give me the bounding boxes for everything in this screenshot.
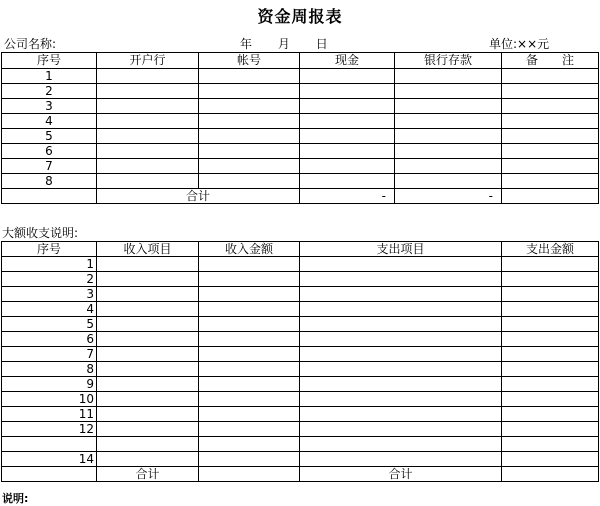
- income-amount-cell[interactable]: [199, 407, 300, 422]
- row-index: 7: [2, 159, 97, 174]
- accounts-total-label: 合计: [97, 189, 300, 204]
- bank-cell[interactable]: [97, 69, 199, 84]
- income-amount-cell[interactable]: [199, 362, 300, 377]
- expense-item-cell[interactable]: [300, 347, 502, 362]
- row-index: 3: [2, 99, 97, 114]
- deposit-cell[interactable]: [395, 99, 502, 114]
- account-cell[interactable]: [199, 159, 300, 174]
- expense-total-value[interactable]: [502, 467, 599, 482]
- accounts-header-row: [2, 53, 599, 69]
- row-index: 5: [2, 129, 97, 144]
- table-row: [2, 159, 599, 174]
- row-index: 9: [2, 377, 97, 392]
- table-row: [2, 257, 599, 272]
- deposit-cell[interactable]: [395, 114, 502, 129]
- cash-cell[interactable]: [300, 99, 395, 114]
- row-index: [2, 437, 97, 452]
- remarks-cell[interactable]: [502, 174, 599, 189]
- bank-cell[interactable]: [97, 129, 199, 144]
- income-item-cell[interactable]: [97, 377, 199, 392]
- income-amount-cell[interactable]: [199, 347, 300, 362]
- table-row: [2, 302, 599, 317]
- total-index-cell: [2, 467, 97, 482]
- table-row: [2, 362, 599, 377]
- table-row: [2, 272, 599, 287]
- account-cell[interactable]: [199, 84, 300, 99]
- row-index: 11: [2, 407, 97, 422]
- expense-amount-cell[interactable]: [502, 392, 599, 407]
- table-row: [2, 377, 599, 392]
- expense-item-cell[interactable]: [300, 287, 502, 302]
- col-header-bank-deposit: 银行存款: [395, 53, 502, 69]
- row-index: 3: [2, 287, 97, 302]
- income-total-value[interactable]: [199, 467, 300, 482]
- expense-amount-cell[interactable]: [502, 362, 599, 377]
- expense-amount-cell[interactable]: [502, 302, 599, 317]
- expense-item-cell[interactable]: [300, 452, 502, 467]
- cash-cell[interactable]: [300, 114, 395, 129]
- expense-item-cell[interactable]: [300, 332, 502, 347]
- row-index: 7: [2, 347, 97, 362]
- bank-cell[interactable]: [97, 144, 199, 159]
- table-row: [2, 144, 599, 159]
- col-header-expense-item: 支出项目: [300, 242, 502, 257]
- table-row: [2, 437, 599, 452]
- table-row: [2, 114, 599, 129]
- table-row: [2, 422, 599, 437]
- col-header-cash: 现金: [300, 53, 395, 69]
- expense-item-cell[interactable]: [300, 422, 502, 437]
- expense-item-cell[interactable]: [300, 392, 502, 407]
- deposit-cell[interactable]: [395, 144, 502, 159]
- expense-item-cell[interactable]: [300, 407, 502, 422]
- row-index: 14: [2, 452, 97, 467]
- income-item-cell[interactable]: [97, 302, 199, 317]
- table-row: [2, 347, 599, 362]
- cash-cell[interactable]: [300, 174, 395, 189]
- expense-amount-cell[interactable]: [502, 377, 599, 392]
- large-transactions-table: [1, 241, 599, 482]
- account-cell[interactable]: [199, 144, 300, 159]
- large-total-row: [2, 467, 599, 482]
- unit-label: 单位:××元: [489, 37, 550, 51]
- report-title: 资金周报表: [257, 7, 343, 26]
- table-row: [2, 99, 599, 114]
- col-header-income-amount: 收入金额: [199, 242, 300, 257]
- row-index: 1: [2, 69, 97, 84]
- income-amount-cell[interactable]: [199, 302, 300, 317]
- row-index: 8: [2, 362, 97, 377]
- day-label: 日: [315, 37, 328, 51]
- income-item-cell[interactable]: [97, 287, 199, 302]
- account-cell[interactable]: [199, 174, 300, 189]
- income-amount-cell[interactable]: [199, 452, 300, 467]
- table-row: [2, 84, 599, 99]
- table-row: [2, 392, 599, 407]
- expense-item-cell[interactable]: [300, 377, 502, 392]
- cash-cell[interactable]: [300, 69, 395, 84]
- account-cell[interactable]: [199, 114, 300, 129]
- col-header-index: 序号: [2, 53, 97, 69]
- income-item-cell[interactable]: [97, 452, 199, 467]
- income-amount-cell[interactable]: [199, 272, 300, 287]
- bank-cell[interactable]: [97, 114, 199, 129]
- expense-amount-cell[interactable]: [502, 257, 599, 272]
- expense-item-cell[interactable]: [300, 317, 502, 332]
- row-index: 8: [2, 174, 97, 189]
- income-item-cell[interactable]: [97, 272, 199, 287]
- table-row: [2, 287, 599, 302]
- expense-item-cell[interactable]: [300, 272, 502, 287]
- col-header-account: 帐号: [199, 53, 300, 69]
- expense-item-cell[interactable]: [300, 257, 502, 272]
- table-row: [2, 407, 599, 422]
- expense-amount-cell[interactable]: [502, 437, 599, 452]
- table-row: [2, 452, 599, 467]
- income-item-cell[interactable]: [97, 422, 199, 437]
- company-name-label: 公司名称:: [4, 37, 57, 51]
- expense-amount-cell[interactable]: [502, 287, 599, 302]
- col-header-remarks: 备 注: [502, 53, 599, 69]
- remarks-cell[interactable]: [502, 159, 599, 174]
- expense-item-cell[interactable]: [300, 362, 502, 377]
- total-bank-value: -: [395, 189, 502, 204]
- accounts-total-row: [2, 189, 599, 204]
- income-item-cell[interactable]: [97, 257, 199, 272]
- col-header-bank: 开户行: [97, 53, 199, 69]
- report-date: [240, 37, 350, 51]
- income-item-cell[interactable]: [97, 437, 199, 452]
- deposit-cell[interactable]: [395, 129, 502, 144]
- income-amount-cell[interactable]: [199, 287, 300, 302]
- expense-amount-cell[interactable]: [502, 317, 599, 332]
- table-row: [2, 332, 599, 347]
- income-total-label: 合计: [97, 467, 199, 482]
- remarks-cell[interactable]: [502, 99, 599, 114]
- income-amount-cell[interactable]: [199, 422, 300, 437]
- expense-item-cell[interactable]: [300, 302, 502, 317]
- expense-amount-cell[interactable]: [502, 332, 599, 347]
- row-index: 6: [2, 144, 97, 159]
- remarks-cell[interactable]: [502, 114, 599, 129]
- table-row: [2, 129, 599, 144]
- remarks-cell[interactable]: [502, 69, 599, 84]
- income-amount-cell[interactable]: [199, 437, 300, 452]
- expense-amount-cell[interactable]: [502, 407, 599, 422]
- row-index: 10: [2, 392, 97, 407]
- expense-amount-cell[interactable]: [502, 422, 599, 437]
- row-index: 2: [2, 84, 97, 99]
- income-amount-cell[interactable]: [199, 317, 300, 332]
- cash-cell[interactable]: [300, 129, 395, 144]
- col-header-income-item: 收入项目: [97, 242, 199, 257]
- remarks-cell[interactable]: [502, 84, 599, 99]
- bank-cell[interactable]: [97, 174, 199, 189]
- bank-cell[interactable]: [97, 159, 199, 174]
- income-item-cell[interactable]: [97, 392, 199, 407]
- expense-item-cell[interactable]: [300, 437, 502, 452]
- remarks-cell[interactable]: [502, 129, 599, 144]
- row-index: 6: [2, 332, 97, 347]
- income-item-cell[interactable]: [97, 362, 199, 377]
- income-item-cell[interactable]: [97, 347, 199, 362]
- income-amount-cell[interactable]: [199, 257, 300, 272]
- expense-total-label: 合计: [300, 467, 502, 482]
- income-amount-cell[interactable]: [199, 332, 300, 347]
- col-header-index: 序号: [2, 242, 97, 257]
- income-amount-cell[interactable]: [199, 377, 300, 392]
- row-index: 5: [2, 317, 97, 332]
- account-cell[interactable]: [199, 69, 300, 84]
- bank-cell[interactable]: [97, 99, 199, 114]
- row-index: 12: [2, 422, 97, 437]
- deposit-cell[interactable]: [395, 69, 502, 84]
- expense-amount-cell[interactable]: [502, 347, 599, 362]
- cash-cell[interactable]: [300, 84, 395, 99]
- row-index: 1: [2, 257, 97, 272]
- total-remarks-cell: [502, 189, 599, 204]
- deposit-cell[interactable]: [395, 174, 502, 189]
- cash-cell[interactable]: [300, 144, 395, 159]
- deposit-cell[interactable]: [395, 159, 502, 174]
- bank-cell[interactable]: [97, 84, 199, 99]
- account-cell[interactable]: [199, 129, 300, 144]
- notes-label: 说明:: [2, 492, 29, 505]
- total-cash-value: -: [300, 189, 395, 204]
- income-item-cell[interactable]: [97, 332, 199, 347]
- table-row: [2, 317, 599, 332]
- year-label: 年: [240, 37, 253, 51]
- row-index: 4: [2, 302, 97, 317]
- income-amount-cell[interactable]: [199, 392, 300, 407]
- cash-cell[interactable]: [300, 159, 395, 174]
- col-header-expense-amount: 支出金额: [502, 242, 599, 257]
- large-transactions-label: 大额收支说明:: [2, 226, 79, 240]
- account-cell[interactable]: [199, 99, 300, 114]
- accounts-table: [1, 52, 599, 204]
- row-index: 2: [2, 272, 97, 287]
- total-index-cell: [2, 189, 97, 204]
- expense-amount-cell[interactable]: [502, 452, 599, 467]
- row-index: 4: [2, 114, 97, 129]
- table-row: [2, 69, 599, 84]
- income-item-cell[interactable]: [97, 317, 199, 332]
- table-row: [2, 174, 599, 189]
- expense-amount-cell[interactable]: [502, 272, 599, 287]
- income-item-cell[interactable]: [97, 407, 199, 422]
- large-header-row: [2, 242, 599, 257]
- remarks-cell[interactable]: [502, 144, 599, 159]
- month-label: 月: [277, 37, 290, 51]
- deposit-cell[interactable]: [395, 84, 502, 99]
